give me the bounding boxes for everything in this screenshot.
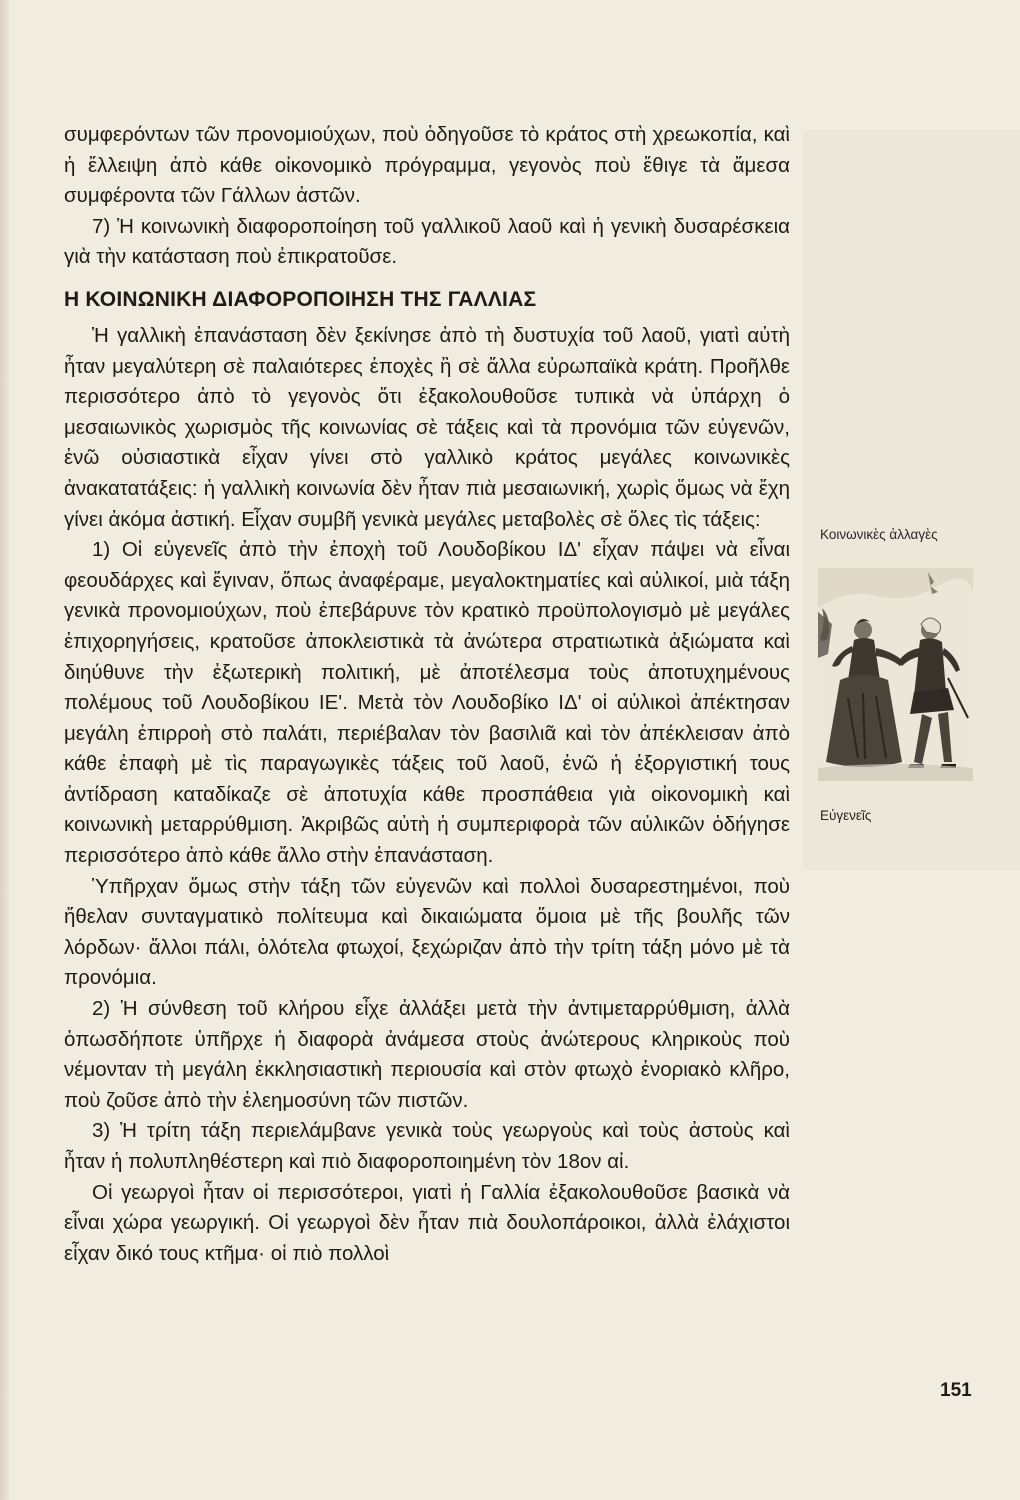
nobles-illustration [818, 568, 973, 781]
margin-caption-nobles: Εὐγενεῖς [820, 808, 872, 823]
paragraph-intro: Ἡ γαλλικὴ ἐπανάσταση δὲν ξεκίνησε ἀπὸ τὴ δυστυχία τοῦ λαοῦ, γιατὶ αὐτὴ ἦταν μεγαλύτερη σὲ παλαιότερες ἐποχὲς ἢ σὲ ἄλλα εὐρωπαϊκὰ κράτη. Προῆλθε περισσότερο ἀπὸ τὸ γεγονὸς ὅτι ἐξακολουθοῦσε τυπικὰ νὰ ὑπάρχη ὁ μεσαιωνικὸς χωρισμὸς τῆς κοινωνίας σὲ τάξεις καὶ τὰ προνόμια τῶν εὐγενῶν, ἐνῶ οὐσιαστικὰ εἶχαν γίνει στὸ γαλλικὸ κράτος μεγάλες κοινωνικὲς ἀνακατατάξεις: ἡ γαλλικὴ κοινωνία δὲν ἦταν πιὰ μεσαιωνική, χωρὶς ὅμως νὰ ἔχη γίνει ἀκόμα ἀστική. Εἶχαν συμβῆ γενικὰ μεγάλες μεταβολὲς σὲ ὅλες τὶς τάξεις: [64, 323, 790, 531]
paragraph-continuation: συμφερόντων τῶν προνομιούχων, ποὺ ὁδηγοῦσε τὸ κράτος στὴ χρεωκοπία, καὶ ἡ ἔλλειψη ἀπὸ κάθε οἰκονομικὸ πρόγραμμα, γεγονὸς ποὺ ἔθιγε τὰ ἄμεσα συμφέροντα τῶν Γάλλων ἀστῶν. [64, 123, 790, 208]
paragraph-third-estate: 3) Ἡ τρίτη τάξη περιελάμβανε γενικὰ τοὺς γεωργοὺς καὶ τοὺς ἀστοὺς καὶ ἦταν ἡ πολυπληθέστερη καὶ πιὸ διαφοροποιημένη τὸν 18ον αἰ. [64, 1119, 790, 1173]
page-edge [0, 0, 9, 1500]
paragraph-dissatisfied-nobles: Ὑπῆρχαν ὅμως στὴν τάξη τῶν εὐγενῶν καὶ πολλοὶ δυσαρεστημένοι, ποὺ ἤθελαν συνταγματικὸ πολίτευμα καὶ δικαιώματα ὅμοια μὲ τῆς βουλῆς τῶν λόρδων· ἄλλοι πάλι, ὁλότελα φτωχοί, ξεχώριζαν ἀπὸ τὴν τρίτη τάξη μόνο μὲ τὰ προνόμια. [64, 874, 790, 990]
page-number: 151 [940, 1380, 972, 1401]
paragraph-clergy: 2) Ἡ σύνθεση τοῦ κλήρου εἶχε ἀλλάξει μετὰ τὴν ἀντιμεταρρύθμιση, ἀλλὰ ὁπωσδήποτε ὑπῆρχε ἡ διαφορὰ ἀνάμεσα στοὺς ἀνώτερους κληρικοὺς ποὺ νέμονταν τὴ μεγάλη ἐκκλησιαστικὴ περιουσία καὶ στὸν φτωχὸ ἐνοριακὸ κλῆρο, ποὺ ζοῦσε ἀπὸ τὴν ἐλεημοσύνη τῶν πιστῶν. [64, 997, 790, 1112]
paragraph-nobles: 1) Οἱ εὐγενεῖς ἀπὸ τὴν ἐποχὴ τοῦ Λουδοβίκου ΙΔ' εἶχαν πάψει νὰ εἶναι φεουδάρχες καὶ ἔγιναν, ὅπως ἀναφέραμε, μεγαλοκτηματίες καὶ αὐλικοί, μιὰ τάξη γενικὰ προνομιούχων, ποὺ ἐπεβάρυνε τὸν κρατικὸ προϋπολογισμὸ μὲ μεγάλες ἐπιχορηγήσεις, κρατοῦσε ἀποκλειστικὰ τὰ ἀνώτερα στρατιωτικὰ ἀξιώματα καὶ διηύθυνε τὴν ἐξωτερικὴ πολιτική, μὲ ἀποτέλεσμα τοὺς ἀποτυχημένους πολέμους τοῦ Λουδοβίκου ΙΕ'. Μετὰ τὸν Λουδοβίκο ΙΔ' οἱ αὐλικοὶ ἀπέκτησαν μεγάλη ἐπιρροὴ στὸ παλάτι, περιέβαλαν τὸν βασιλιᾶ καὶ τὸν ἀπέκλεισαν ἀπὸ κάθε ἐπαφὴ μὲ τὶς παραγωγικὲς τάξεις τοῦ λαοῦ, ἐνῶ ἡ ἐξοργιστική τους ἀντίδραση καταδίκαζε σὲ ἀποτυχία κάθε προσπάθεια γιὰ οἰκονομικὴ καὶ κοινωνικὴ μεταρρύθμιση. Ἀκριβῶς αὐτὴ ἡ συμπεριφορὰ τῶν αὐλικῶν ὁδήγησε περισσότερο ἀπὸ κάθε ἄλλο στὴν ἐπανάσταση. [64, 538, 790, 868]
main-text-column [64, 120, 790, 1269]
paragraph-point-7: 7) Ἡ κοινωνικὴ διαφοροποίηση τοῦ γαλλικοῦ λαοῦ καὶ ἡ γενικὴ δυσαρέσκεια γιὰ τὴν κατάσταση ποὺ ἐπικρατοῦσε. [64, 214, 790, 269]
section-heading: Η ΚΟΙΝΩΝΙΚΗ ΔΙΑΦΟΡΟΠΟΙΗΣΗ ΤΗΣ ΓΑΛΛΙΑΣ [64, 287, 537, 311]
paragraph-farmers: Οἱ γεωργοὶ ἦταν οἱ περισσότεροι, γιατὶ ἡ Γαλλία ἐξακολουθοῦσε βασικὰ νὰ εἶναι χώρα γεωργική. Οἱ γεωργοὶ δὲν ἦταν πιὰ δουλοπάροικοι, ἀλλὰ ἐλάχιστοι εἶχαν δικό τους κτῆμα· οἱ πιὸ πολλοὶ [64, 1180, 790, 1265]
margin-caption-social-changes: Κοινωνικὲς ἀλλαγὲς [820, 527, 938, 542]
